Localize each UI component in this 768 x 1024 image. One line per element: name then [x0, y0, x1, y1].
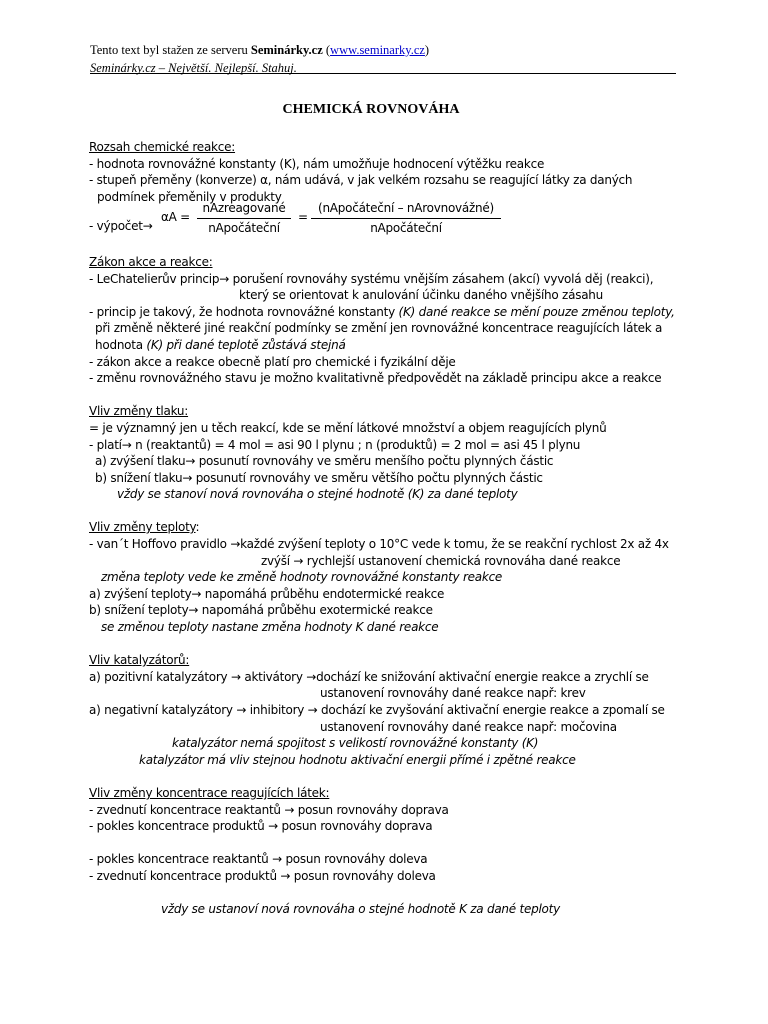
- header-tagline: Seminárky.cz – Největší. Nejlepší. Stahuj.: [90, 61, 297, 75]
- text-line: katalyzátor má vliv stejnou hodnotu aktivační energii přímé i zpětné reakce: [139, 752, 576, 767]
- formula-denominator-2: nApočáteční: [370, 221, 442, 236]
- page-header: [90, 41, 676, 77]
- header-line-1: [90, 41, 676, 59]
- formula-label: - výpočet→: [89, 219, 153, 234]
- text-line: ustanovení rovnováhy dané reakce např: krev: [320, 686, 586, 701]
- text-line: a) zvýšení tlaku→ posunutí rovnováhy ve směru menšího počtu plynných částic: [95, 454, 554, 469]
- page-title: CHEMICKÁ ROVNOVÁHA: [282, 102, 460, 117]
- text-line: katalyzátor nemá spojitost s velikostí rovnovážné konstanty (K): [172, 736, 539, 751]
- text-line: a) negativní katalyzátory → inhibitory → dochází ke zvyšování aktivační energie reakce a zpomalí se: [89, 703, 665, 717]
- section-heading: [89, 519, 689, 536]
- text-line: který se orientovat k anulování účinku daného vnějšího zásahu: [239, 288, 604, 303]
- text-line: se změnou teploty nastane změna hodnoty K dané reakce: [101, 620, 439, 635]
- text-line: - zvednutí koncentrace produktů → posun rovnováhy doleva: [89, 868, 436, 883]
- header-paren-open: (: [322, 43, 331, 57]
- text-line: - van´t Hoffovo pravidlo →každé zvýšení teploty o 10°C vede k tomu, že se reakční rychlost 2x až 4x: [89, 537, 669, 552]
- formula-equals: =: [298, 210, 308, 225]
- document-body: [89, 139, 689, 918]
- formula-denominator-1: nApočáteční: [208, 221, 280, 236]
- text-line: b) snížení teploty→ napomáhá průběhu exotermické reakce: [89, 603, 433, 618]
- text-line: změna teploty vede ke změně hodnoty rovnovážné konstanty reakce: [101, 570, 503, 585]
- text-line: - stupeň přeměny (konverze) α, nám udává, v jak velkém rozsahu se reagující látky za daných: [89, 173, 633, 188]
- text-line: - hodnota rovnovážné konstanty (K), nám umožňuje hodnocení výtěžku reakce: [89, 156, 545, 171]
- section-heading: Vliv změny tlaku:: [89, 404, 189, 419]
- text-line: - LeChatelierův princip→ porušení rovnováhy systému vnějším zásahem (akcí) vyvolá děj (reakci),: [89, 271, 654, 286]
- section-heading: Vliv změny koncentrace reagujících látek:: [89, 785, 330, 800]
- text-line: zvýší → rychlejší ustanovení chemická rovnováha dané reakce: [261, 553, 621, 568]
- text-span: hodnota: [95, 337, 147, 352]
- formula-numerator-1: nAzreagované: [202, 201, 286, 216]
- header-prefix: Tento text byl stažen ze serveru: [90, 43, 251, 57]
- text-line: [89, 337, 689, 354]
- fraction-bar: [197, 218, 291, 219]
- text-line: a) pozitivní katalyzátory → aktivátory →dochází ke snižování aktivační energie reakce a zrychlí se: [89, 669, 649, 684]
- text-line: vždy se stanoví nová rovnováha o stejné hodnotě (K) za dané teploty: [117, 487, 518, 502]
- text-line: a) zvýšení teploty→ napomáhá průběhu endotermické reakce: [89, 586, 445, 601]
- text-line: = je významný jen u těch reakcí, kde se mění látkové množství a objem reagujících plynů: [89, 420, 607, 435]
- text-span: - princip je takový, že hodnota rovnovážné konstanty: [89, 304, 399, 319]
- text-line: - zákon akce a reakce obecně platí pro chemické i fyzikální děje: [89, 354, 456, 369]
- italic-span: (K) dané reakce se mění pouze změnou teploty,: [398, 304, 675, 319]
- text-line: - pokles koncentrace produktů → posun rovnováhy doprava: [89, 819, 433, 834]
- text-line: při změně některé jiné reakční podmínky se změní jen rovnovážné koncentrace reagujících látek a: [95, 321, 663, 336]
- section-heading: Zákon akce a reakce:: [89, 254, 213, 269]
- fraction-bar: [311, 218, 501, 219]
- header-divider: [90, 73, 676, 74]
- section-heading-colon: :: [195, 520, 200, 535]
- site-name: Seminárky.cz: [250, 43, 323, 57]
- formula-numerator-2: (nApočáteční – nArovnovážné): [318, 201, 494, 216]
- section-heading: Vliv katalyzátorů:: [89, 653, 190, 668]
- text-line: - změnu rovnovážného stavu je možno kvalitativně předpovědět na základě principu akce a reakce: [89, 371, 662, 386]
- text-line: vždy se ustanoví nová rovnováha o stejné hodnotě K za dané teploty: [161, 902, 560, 917]
- formula-lhs: αA =: [161, 210, 190, 225]
- text-line: b) snížení tlaku→ posunutí rovnováhy ve směru většího počtu plynných částic: [95, 470, 543, 485]
- text-line: - platí→ n (reaktantů) = 4 mol = asi 90 l plynu ; n (produktů) = 2 mol = asi 45 l plynu: [89, 437, 581, 452]
- text-line: [89, 304, 689, 321]
- section-heading-text: Vliv změny teploty: [89, 520, 196, 535]
- site-link[interactable]: www.seminarky.cz: [330, 43, 425, 57]
- conversion-formula: [89, 197, 689, 237]
- header-paren-close: ): [424, 43, 430, 57]
- text-line: - pokles koncentrace reaktantů → posun rovnováhy doleva: [89, 852, 428, 867]
- text-line: podmínek přeměnily v produkty: [97, 189, 282, 204]
- section-heading: Rozsah chemické reakce:: [89, 140, 236, 154]
- text-line: - zvednutí koncentrace reaktantů → posun rovnováhy doprava: [89, 802, 449, 817]
- italic-span: (K) při dané teplotě zůstává stejná: [146, 337, 346, 352]
- text-line: ustanovení rovnováhy dané reakce např: močovina: [320, 719, 617, 734]
